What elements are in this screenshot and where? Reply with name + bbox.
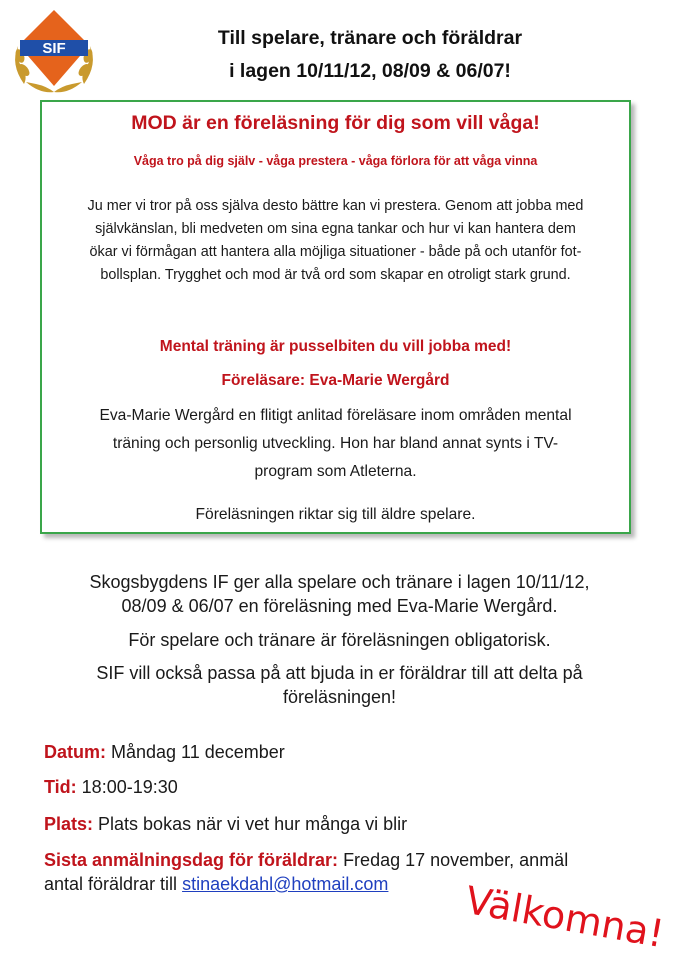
place-value: Plats bokas när vi vet hur många vi blir [93, 814, 408, 834]
box-target: Föreläsningen riktar sig till äldre spelare. [195, 506, 476, 523]
date-value: Måndag 11 december [106, 742, 285, 762]
detail-place [44, 812, 644, 836]
email-link[interactable]: stinaekdahl@hotmail.com [182, 874, 389, 894]
box-bio [60, 402, 611, 486]
main-paragraph-1 [30, 570, 649, 618]
bio-line: Eva-Marie Wergård en flitigt anlitad föreläsare inom områden mental [99, 407, 572, 424]
event-details [44, 740, 644, 896]
header-line-1: Till spelare, tränare och föräldrar [217, 27, 523, 49]
detail-time [44, 775, 644, 799]
intro-line: ökar vi förmågan att hantera alla möjliga situationer - både på och utanför fot- [89, 244, 582, 260]
deadline-value-2: antal föräldrar till [44, 874, 183, 894]
bio-line: träning och personlig utveckling. Hon har bland annat synts i TV- [112, 435, 559, 452]
place-label: Plats: [44, 814, 94, 834]
main-p1-line: Skogsbygdens IF ger alla spelare och tränare i lagen 10/11/12, [89, 572, 590, 592]
main-text [30, 570, 649, 709]
bio-line: program som Atleterna. [254, 463, 417, 480]
box-lecturer: Föreläsare: Eva-Marie Wergård [221, 372, 450, 389]
logo-text: SIF [42, 40, 66, 57]
intro-line: bollsplan. Trygghet och mod är två ord som skapar en otroligt stark grund. [100, 267, 571, 283]
date-label: Datum: [44, 742, 106, 762]
box-intro [52, 195, 619, 287]
time-value: 18:00-19:30 [76, 777, 178, 797]
deadline-label: Sista anmälningsdag för föräldrar: [44, 850, 339, 870]
box-tagline: Våga tro på dig själv - våga prestera - våga förlora för att våga vinna [133, 154, 538, 168]
header-line-2: i lagen 10/11/12, 08/09 & 06/07! [229, 60, 511, 82]
welcome-text: Välkomna! [462, 878, 668, 957]
box-subheading: Mental träning är pusselbiten du vill jobba med! [159, 338, 512, 355]
main-paragraph-2: För spelare och tränare är föreläsningen obligatorisk. [128, 630, 551, 650]
main-p3-line: SIF vill också passa på att bjuda in er föräldrar till att delta på [96, 663, 583, 683]
box-headline: MOD är en föreläsning för dig som vill våga! [131, 112, 540, 134]
main-p3-line: föreläsningen! [282, 687, 397, 707]
sif-logo [6, 6, 102, 96]
deadline-value: Fredag 17 november, anmäl [338, 850, 569, 870]
main-paragraph-3 [30, 661, 649, 709]
detail-date [44, 740, 644, 764]
lecture-info-box [40, 100, 631, 534]
main-p1-line: 08/09 & 06/07 en föreläsning med Eva-Marie Wergård. [121, 596, 558, 616]
intro-line: självkänslan, bli medveten om sina egna tankar och hur vi kan hantera dem [95, 221, 576, 237]
sif-logo-icon [6, 6, 102, 96]
detail-deadline [44, 848, 644, 896]
page-header [130, 22, 610, 88]
intro-line: Ju mer vi tror på oss själva desto bättre kan vi prestera. Genom att jobba med [87, 198, 584, 214]
time-label: Tid: [44, 777, 77, 797]
